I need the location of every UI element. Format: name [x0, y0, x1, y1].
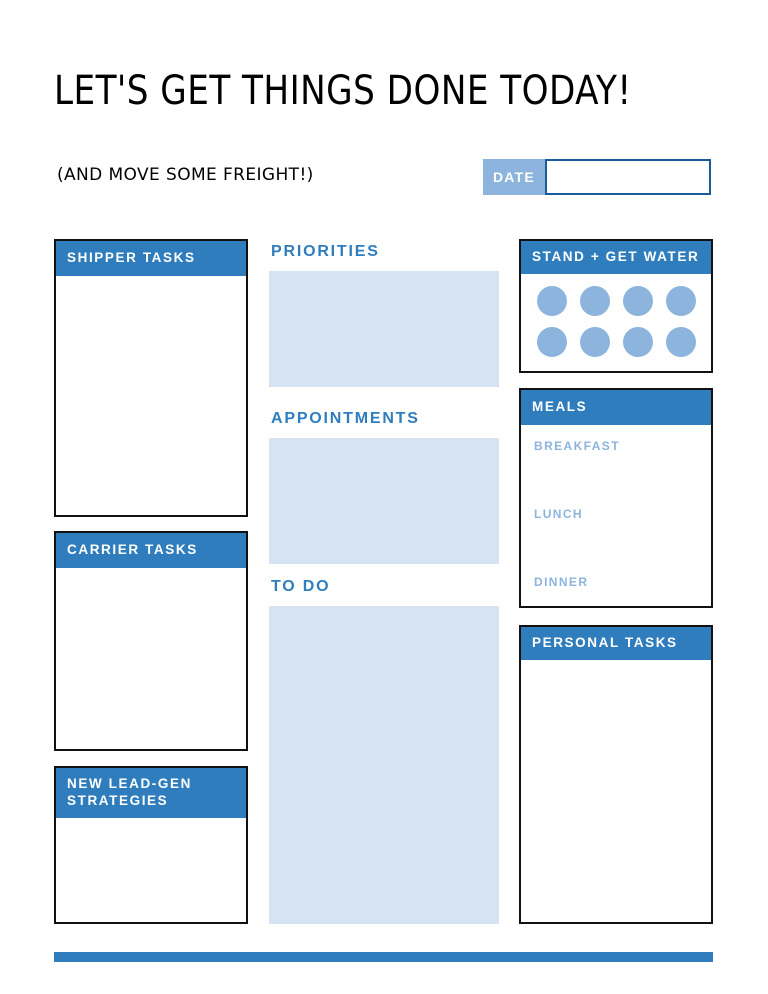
footer-bar — [54, 952, 713, 962]
water-tracker-title: STAND + GET WATER — [521, 241, 711, 274]
water-glass-circle-icon[interactable] — [537, 286, 567, 316]
water-glass-circle-icon[interactable] — [666, 286, 696, 316]
meals-list — [521, 425, 711, 629]
page-subtitle: (AND MOVE SOME FREIGHT!) — [57, 165, 314, 185]
water-glass-circle-icon[interactable] — [623, 286, 653, 316]
page-title: LET'S GET THINGS DONE TODAY! — [54, 68, 632, 114]
appointments-heading: APPOINTMENTS — [271, 410, 420, 427]
meals-box — [519, 388, 713, 608]
meal-label-lunch: LUNCH — [534, 506, 583, 521]
date-label: DATE — [483, 159, 545, 195]
date-input[interactable] — [545, 159, 711, 195]
personal-tasks-title: PERSONAL TASKS — [521, 627, 711, 660]
carrier-tasks-box[interactable] — [54, 531, 248, 751]
shipper-tasks-box[interactable] — [54, 239, 248, 517]
meal-label-dinner: DINNER — [534, 574, 589, 589]
priorities-field[interactable] — [269, 271, 499, 387]
appointments-field[interactable] — [269, 438, 499, 564]
carrier-tasks-title: CARRIER TASKS — [56, 533, 246, 568]
date-row — [483, 159, 711, 195]
todo-heading: TO DO — [271, 578, 331, 595]
meal-input-lunch[interactable] — [521, 521, 711, 561]
water-tracker-box — [519, 239, 713, 373]
personal-tasks-box[interactable] — [519, 625, 713, 924]
todo-field[interactable] — [269, 606, 499, 924]
meal-input-dinner[interactable] — [521, 589, 711, 629]
lead-gen-box[interactable] — [54, 766, 248, 924]
meal-label-breakfast: BREAKFAST — [534, 438, 620, 453]
water-glass-circle-icon[interactable] — [666, 327, 696, 357]
meal-input-breakfast[interactable] — [521, 453, 711, 493]
priorities-heading: PRIORITIES — [271, 243, 380, 260]
water-glass-circle-icon[interactable] — [537, 327, 567, 357]
water-glass-circle-icon[interactable] — [623, 327, 653, 357]
water-glass-circle-icon[interactable] — [580, 327, 610, 357]
shipper-tasks-title: SHIPPER TASKS — [56, 241, 246, 276]
water-glass-list — [521, 274, 711, 357]
water-glass-circle-icon[interactable] — [580, 286, 610, 316]
lead-gen-title: NEW LEAD-GEN STRATEGIES — [56, 768, 246, 818]
meals-title: MEALS — [521, 390, 711, 425]
